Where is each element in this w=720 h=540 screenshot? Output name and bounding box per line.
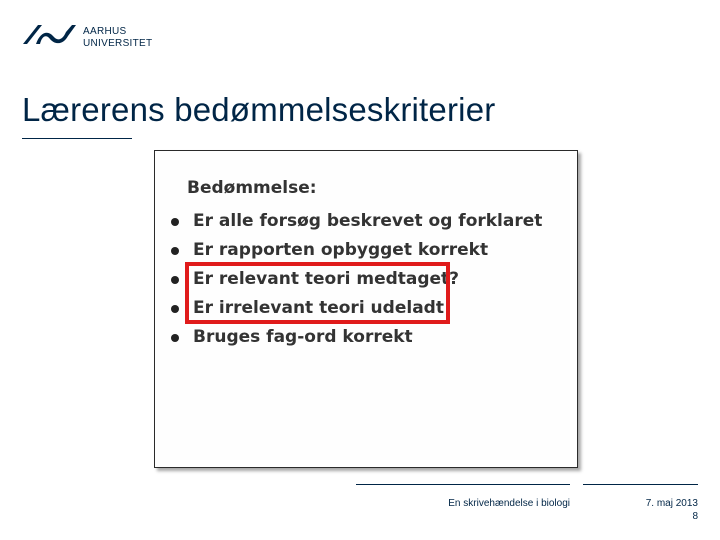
embedded-slide-image xyxy=(154,150,578,468)
footer-text: En skrivehændelse i biologi xyxy=(448,498,570,509)
university-name-line2: UNIVERSITET xyxy=(83,38,153,49)
slide-title: Lærerens bedømmelseskriterier xyxy=(22,91,496,128)
criteria-item-text: Er alle forsøg beskrevet og forklaret xyxy=(193,211,543,231)
highlight-box xyxy=(185,262,450,324)
bullet-icon xyxy=(171,247,179,255)
bullet-icon xyxy=(171,334,179,342)
university-name xyxy=(83,26,152,50)
footer-date: 7. maj 2013 xyxy=(645,498,698,509)
criteria-item xyxy=(169,207,542,236)
criteria-item-text: Bruges fag-ord korrekt xyxy=(193,327,413,347)
criteria-item xyxy=(169,323,542,352)
aarhus-university-logo-icon xyxy=(22,22,78,48)
bullet-icon xyxy=(171,218,179,226)
footer-divider xyxy=(356,484,570,485)
bullet-icon xyxy=(171,305,179,313)
footer-divider xyxy=(583,484,698,485)
bullet-icon xyxy=(171,276,179,284)
criteria-item-text: Er irrelevant teori udeladt xyxy=(193,298,444,318)
criteria-item xyxy=(169,236,542,265)
title-underline xyxy=(22,138,132,139)
page-number: 8 xyxy=(692,511,698,522)
criteria-heading: Bedømmelse: xyxy=(187,178,317,198)
criteria-item-text: Er rapporten opbygget korrekt xyxy=(193,240,489,260)
university-name-line1: AARHUS xyxy=(83,26,127,37)
criteria-item-text: Er relevant teori medtaget? xyxy=(193,269,460,289)
